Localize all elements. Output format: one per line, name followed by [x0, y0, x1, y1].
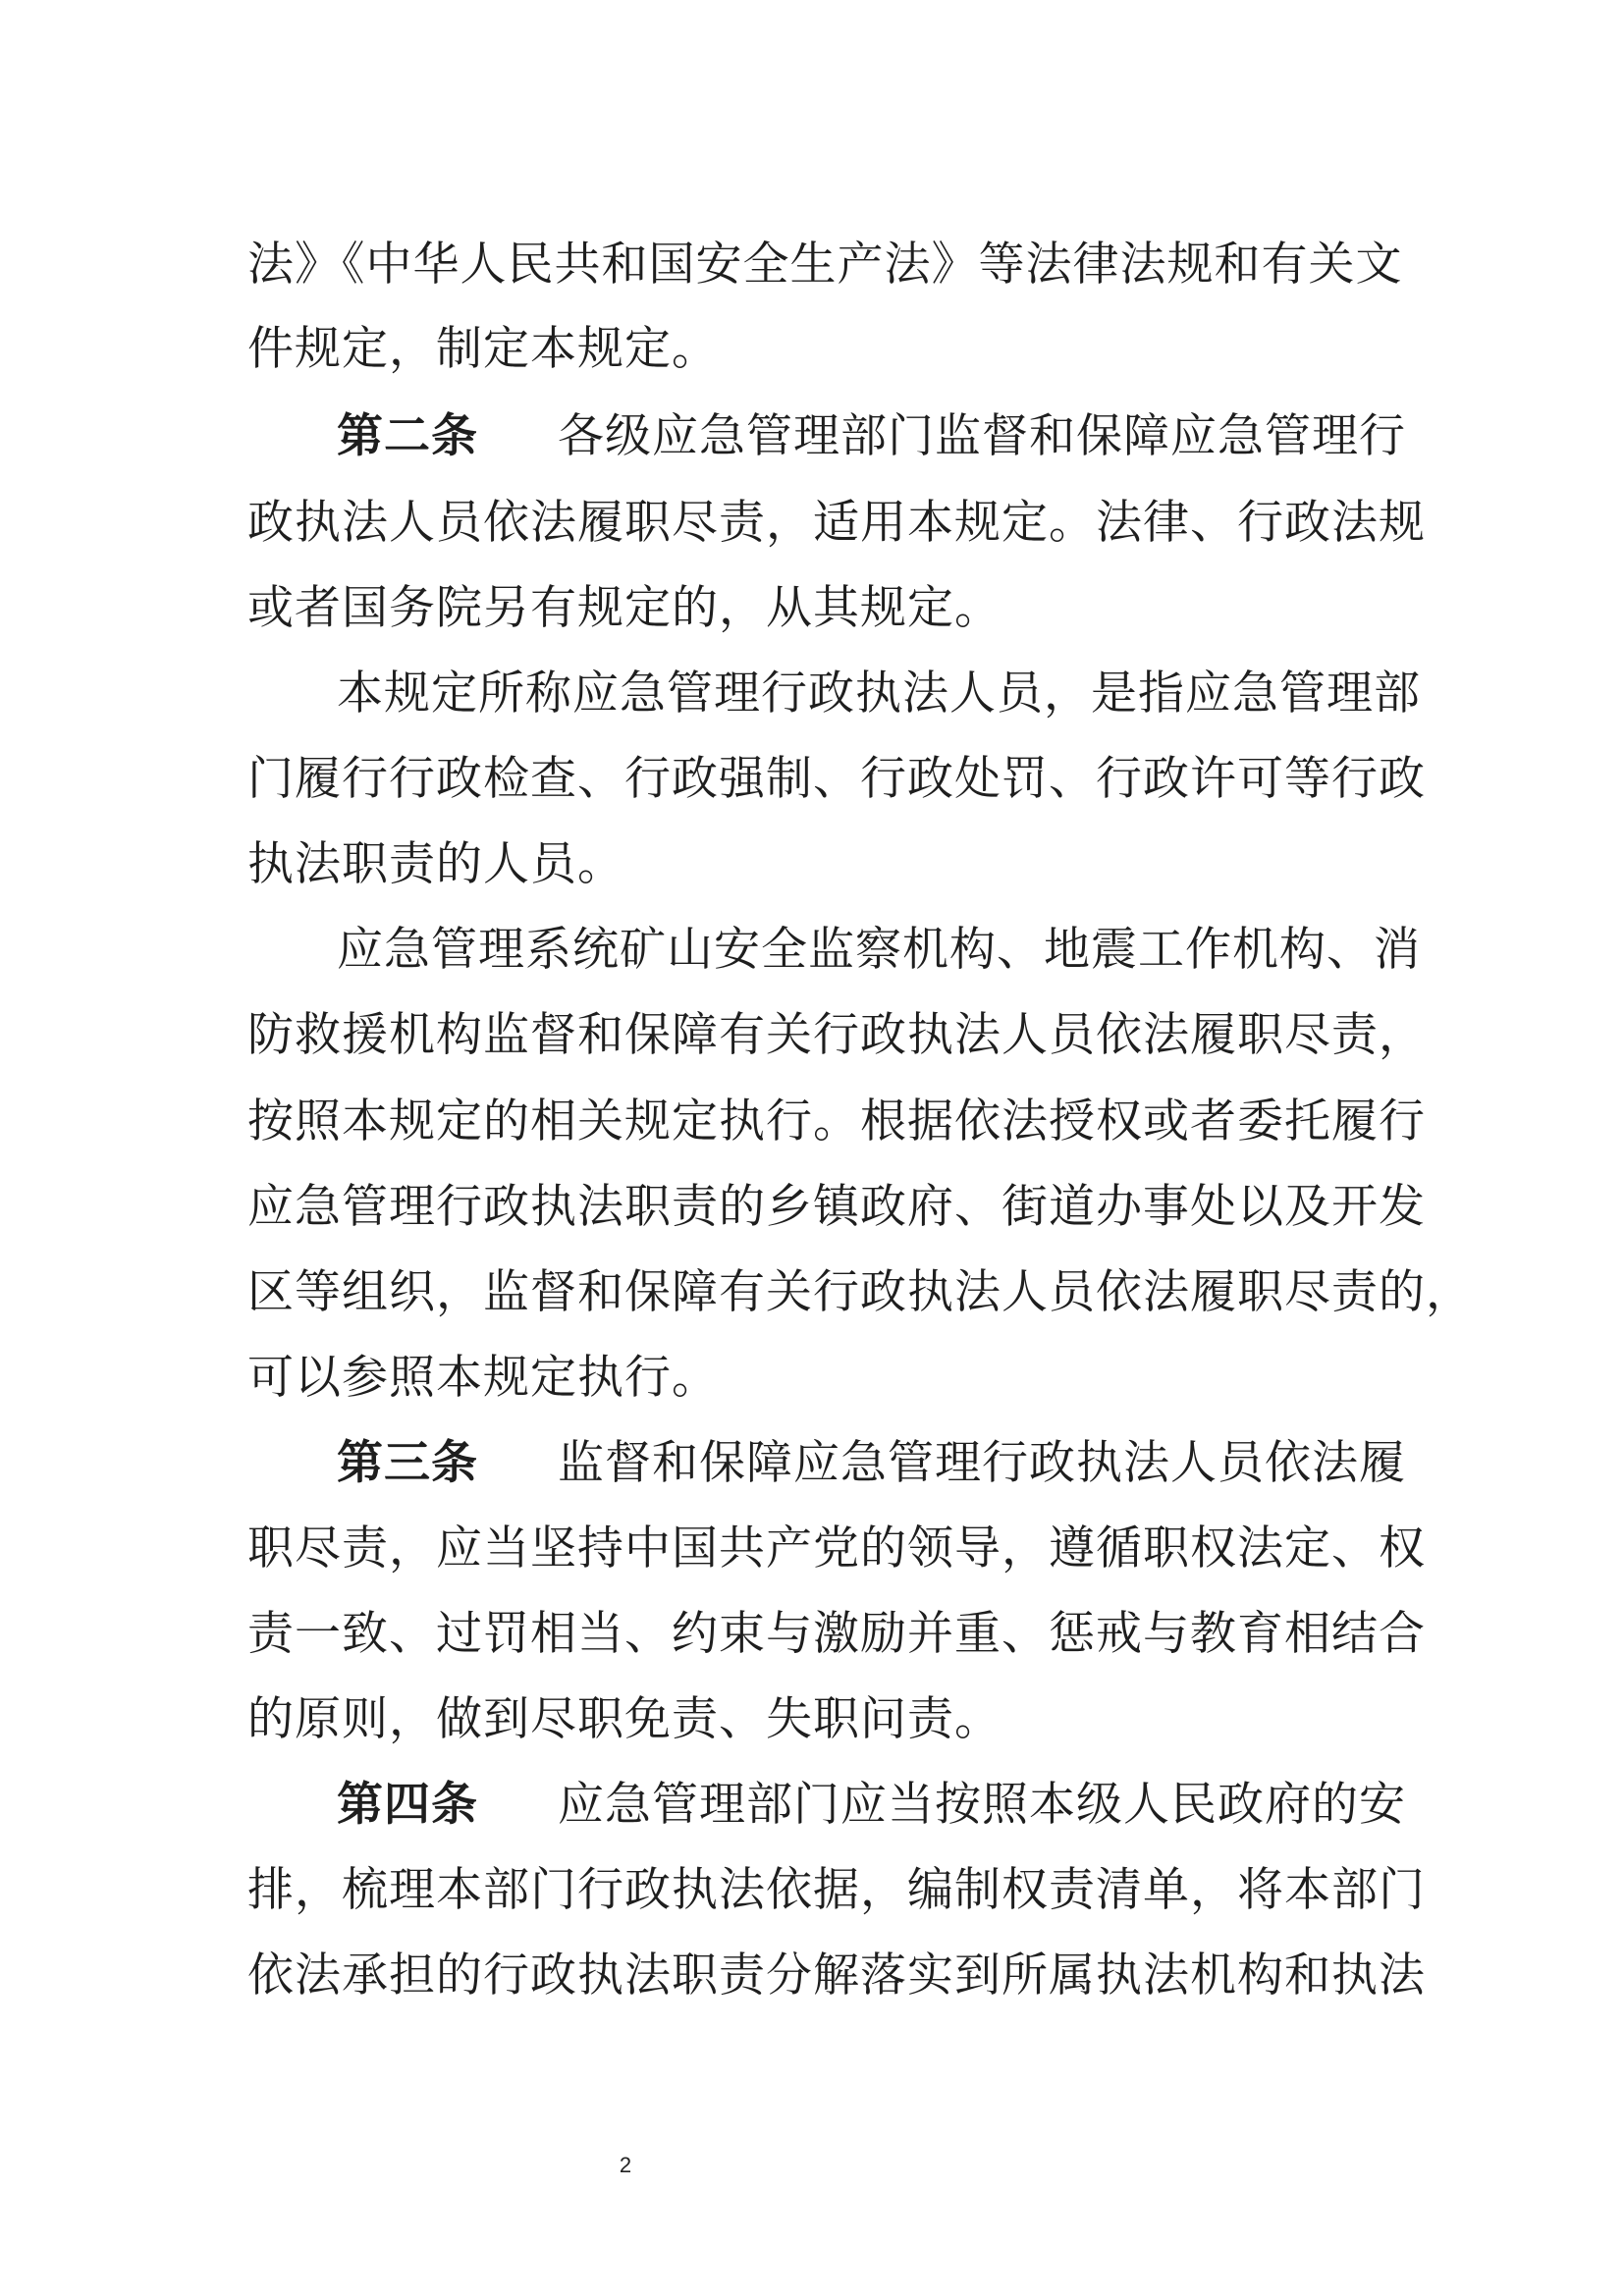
article-2-heading-line — [337, 407, 1466, 466]
text-line: 排，梳理本部门行政执法依据，编制权责清单，将本部门 — [247, 1863, 1426, 1917]
text-line: 依法承担的行政执法职责分解落实到所属执法机构和执法 — [247, 1949, 1426, 2002]
article-4-heading-line — [337, 1776, 1466, 1835]
text-line: 职尽责，应当坚持中国共产党的领导，遵循职权法定、权 — [247, 1522, 1426, 1575]
text-line: 应急管理行政执法职责的乡镇政府、街道办事处以及开发 — [247, 1180, 1426, 1234]
page-number: 2 — [619, 2153, 632, 2177]
article-4-text: 应急管理部门应当按照本级人民政府的安 — [558, 1778, 1406, 1832]
text-line: 门履行行政检查、行政强制、行政处罚、行政许可等行政 — [247, 752, 1426, 806]
text-line: 防救援机构监督和保障有关行政执法人员依法履职尽责， — [247, 1008, 1426, 1062]
text-line: 的原则，做到尽职免责、失职问责。 — [247, 1692, 1001, 1746]
article-3-heading-line — [337, 1434, 1466, 1493]
text-line: 执法职责的人员。 — [247, 837, 624, 891]
text-line: 法》《中华人民共和国安全生产法》等法律法规和有关文 — [247, 238, 1403, 292]
article-4-label: 第四条 — [337, 1778, 478, 1832]
article-3-text: 监督和保障应急管理行政执法人员依法履 — [558, 1436, 1406, 1490]
text-line: 政执法人员依法履职尽责，适用本规定。法律、行政法规 — [247, 496, 1426, 550]
text-line: 责一致、过罚相当、约束与激励并重、惩戒与教育相结合 — [247, 1607, 1426, 1661]
text-line: 件规定，制定本规定。 — [247, 322, 719, 376]
text-line: 应急管理系统矿山安全监察机构、地震工作机构、消 — [337, 923, 1421, 977]
article-2-label: 第二条 — [337, 409, 478, 463]
text-line: 区等组织，监督和保障有关行政执法人员依法履职尽责的， — [247, 1265, 1473, 1319]
text-line: 或者国务院另有规定的，从其规定。 — [247, 581, 1001, 635]
article-2-text: 各级应急管理部门监督和保障应急管理行 — [558, 409, 1406, 463]
text-line: 本规定所称应急管理行政执法人员，是指应急管理部 — [337, 667, 1421, 721]
text-line: 按照本规定的相关规定执行。根据依法授权或者委托履行 — [247, 1095, 1426, 1148]
text-line: 可以参照本规定执行。 — [247, 1351, 719, 1405]
article-3-label: 第三条 — [337, 1436, 478, 1490]
